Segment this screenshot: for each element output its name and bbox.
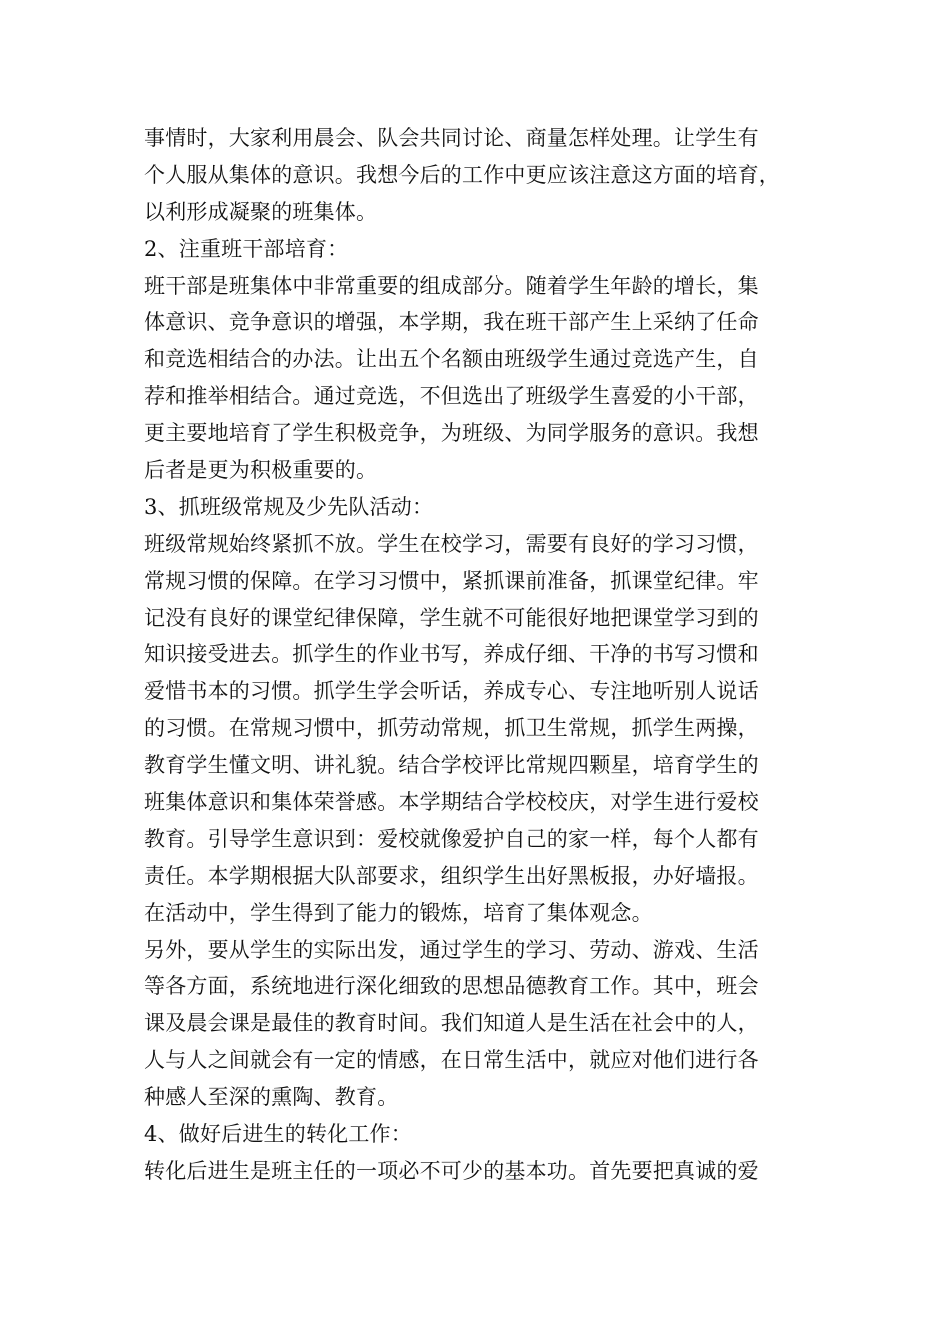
text-line: 教育学生懂文明、讲礼貌。结合学校评比常规四颗星，培育学生的	[144, 753, 759, 778]
text-line: 种感人至深的熏陶、教育。	[144, 1085, 399, 1110]
text-line: 课及晨会课是最佳的教育时间。我们知道人是生活在社会中的人，	[144, 1011, 759, 1036]
text-line: 体意识、竞争意识的增强，本学期，我在班干部产生上采纳了任命	[144, 310, 759, 335]
text-line: 常规习惯的保障。在学习习惯中，紧抓课前准备，抓课堂纪律。牢	[144, 568, 759, 593]
text-line: 教育。引导学生意识到：爱校就像爱护自己的家一样，每个人都有	[144, 826, 759, 851]
text-line: 记没有良好的课堂纪律保障，学生就不可能很好地把课堂学习到的	[144, 605, 759, 630]
text-line: 等各方面，系统地进行深化细致的思想品德教育工作。其中，班会	[144, 974, 759, 999]
section-heading: 3、抓班级常规及少先队活动：	[144, 494, 434, 519]
text-line: 班集体意识和集体荣誉感。本学期结合学校校庆，对学生进行爱校	[144, 790, 759, 815]
text-line: 以利形成凝聚的班集体。	[144, 199, 378, 224]
text-line: 事情时，大家利用晨会、队会共同讨论、商量怎样处理。让学生有	[144, 126, 759, 150]
section-heading: 2、注重班干部培育：	[144, 236, 349, 261]
text-line: 的习惯。在常规习惯中，抓劳动常规，抓卫生常规，抓学生两操，	[144, 716, 759, 741]
text-line: 荐和推举相结合。通过竞选，不但选出了班级学生喜爱的小干部，	[144, 384, 759, 409]
text-line: 班干部是班集体中非常重要的组成部分。随着学生年龄的增长，集	[144, 273, 759, 298]
text-line: 另外，要从学生的实际出发，通过学生的学习、劳动、游戏、生活	[144, 937, 759, 962]
text-line: 班级常规始终紧抓不放。学生在校学习，需要有良好的学习习惯，	[144, 531, 759, 556]
section-heading: 4、做好后进生的转化工作：	[144, 1122, 412, 1147]
text-line: 知识接受进去。抓学生的作业书写，养成仔细、干净的书写习惯和	[144, 642, 759, 667]
text-line: 更主要地培育了学生积极竞争，为班级、为同学服务的意识。我想	[144, 421, 759, 446]
text-line: 爱惜书本的习惯。抓学生学会听话，养成专心、专注地听别人说话	[144, 679, 759, 704]
text-line: 转化后进生是班主任的一项必不可少的基本功。首先要把真诚的爱	[144, 1158, 759, 1183]
text-line: 和竞选相结合的办法。让出五个名额由班级学生通过竞选产生，自	[144, 347, 759, 372]
text-line: 责任。本学期根据大队部要求，组织学生出好黑板报，办好墙报。	[144, 863, 759, 888]
document-body	[144, 120, 812, 1190]
text-line: 在活动中，学生得到了能力的锻炼，培育了集体观念。	[144, 900, 653, 925]
text-line: 人与人之间就会有一定的情感，在日常生活中，就应对他们进行各	[144, 1048, 759, 1073]
text-line: 后者是更为积极重要的。	[144, 458, 378, 483]
text-line: 个人服从集体的意识。我想今后的工作中更应该注意这方面的培育，	[144, 162, 780, 187]
